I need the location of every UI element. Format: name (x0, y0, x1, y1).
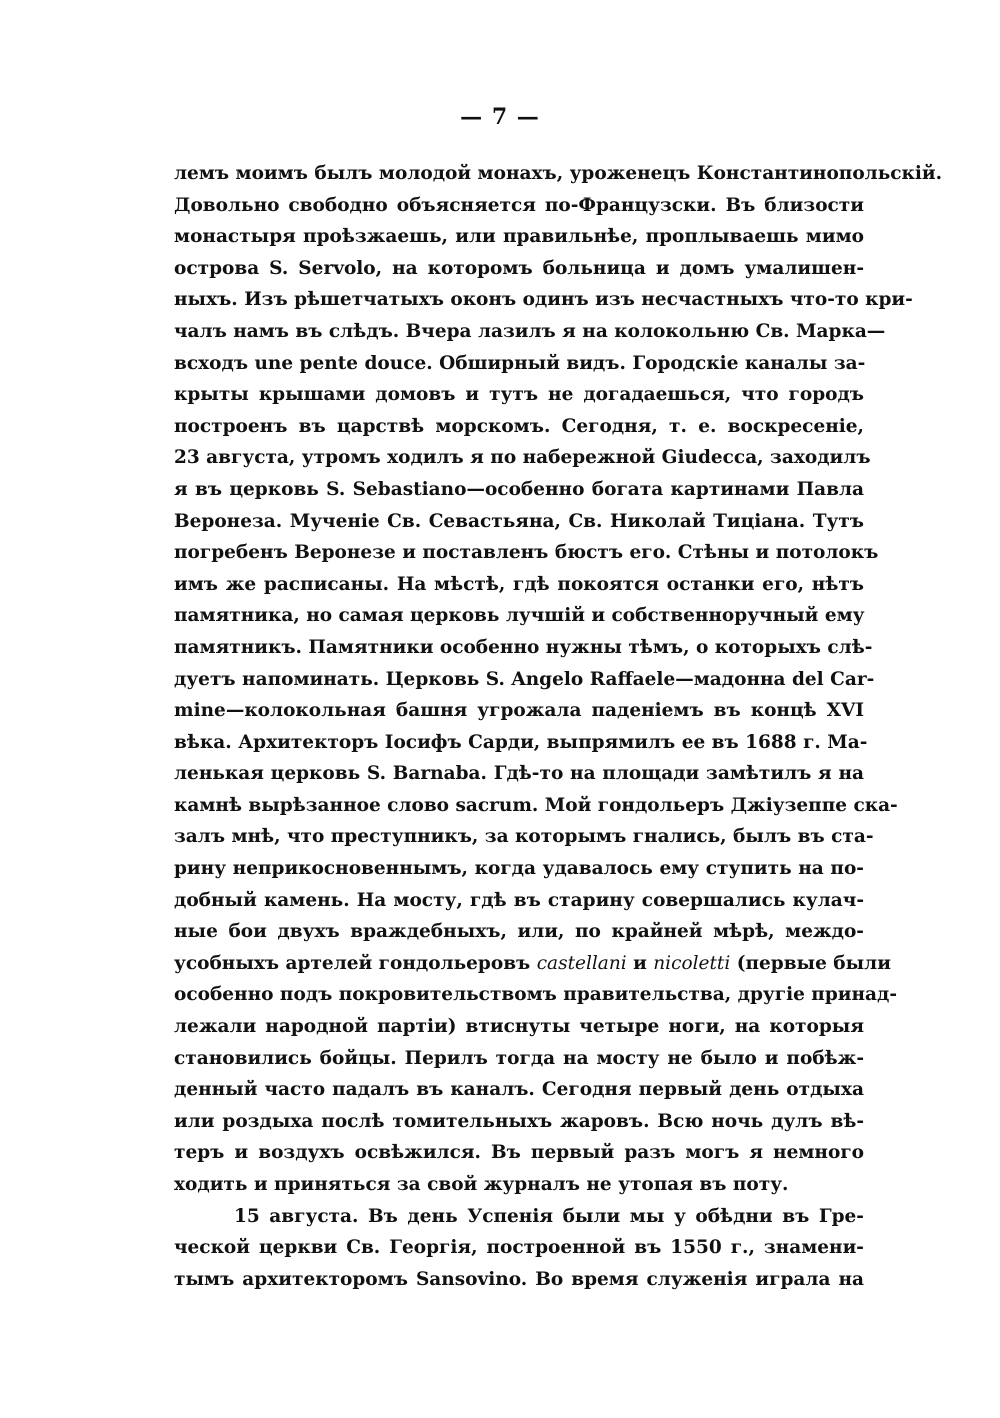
text-line: лежали народной партіи) втиснуты четыре ноги, на которыя (174, 1016, 864, 1038)
text-line: тымъ архитекторомъ Sansovino. Во время служенія играла на (174, 1268, 864, 1290)
text-line: камнѣ вырѣзанное слово sacrum. Мой гондольеръ Джіузеппе ска- (174, 794, 898, 816)
text-line: становились бойцы. Перилъ тогда на мосту не было и побѣж- (174, 1047, 864, 1069)
text-line: чалъ намъ въ слѣдъ. Вчера лазилъ я на колокольню Св. Марка— (174, 320, 886, 342)
text-line: построенъ въ царствѣ морскомъ. Сегодня, т. е. воскресеніе, (174, 415, 864, 437)
text-line: 23 августа, утромъ ходилъ я по набережной Giudecca, заходилъ (174, 447, 871, 469)
body-text (174, 158, 943, 1295)
italic-term: castellani (536, 952, 627, 974)
text-run: (первые были (730, 952, 891, 974)
text-line-mixed (174, 948, 891, 980)
text-line: я въ церковь S. Sebastiano—особенно богата картинами Павла (174, 478, 864, 500)
text-line: Довольно свободно объясняется по-Французски. Въ близости (174, 194, 864, 216)
text-run: и (626, 952, 654, 974)
text-line: Веронеза. Мученіе Св. Севастьяна, Св. Николай Тиціана. Тутъ (174, 510, 864, 532)
text-line: или роздыха послѣ томительныхъ жаровъ. Всю ночь дулъ вѣ- (174, 1110, 864, 1132)
text-line: ныхъ. Изъ рѣшетчатыхъ оконъ одинъ изъ несчастныхъ что-то кри- (174, 289, 913, 311)
text-run: усобныхъ артелей гондольеровъ (174, 952, 537, 974)
text-line: монастыря проѣзжаешь, или правильнѣе, проплываешь мимо (174, 226, 864, 248)
text-line: ческой церкви Св. Георгія, построенной въ 1550 г., знамени- (174, 1237, 864, 1259)
text-line: ные бои двухъ враждебныхъ, или, по крайней мѣрѣ, междо- (174, 921, 864, 943)
text-line: добный камень. На мосту, гдѣ въ старину совершались кулач- (174, 889, 864, 911)
text-line: острова S. Servolo, на которомъ больница и домъ умалишен- (174, 257, 864, 279)
text-line: лемъ моимъ былъ молодой монахъ, уроженецъ Константинопольскій. (174, 163, 943, 184)
text-line: ленькая церковь S. Barnaba. Гдѣ-то на площади замѣтилъ я на (174, 763, 864, 785)
italic-term: nicoletti (653, 952, 731, 974)
text-line: имъ же расписаны. На мѣстѣ, гдѣ покоятся останки его, нѣтъ (174, 573, 864, 595)
text-line: крыты крышами домовъ и тутъ не догадаешься, что городъ (174, 384, 864, 406)
text-line: залъ мнѣ, что преступникъ, за которымъ гнались, былъ въ ста- (174, 826, 874, 848)
text-line: mine—колокольная башня угрожала паденіемъ въ концѣ XVI (174, 700, 864, 722)
text-line: рину неприкосновеннымъ, когда удавалось ему ступить на по- (174, 858, 864, 880)
text-line: особенно подъ покровительствомъ правительства, другіе принад- (174, 984, 898, 1006)
page-number: — 7 — (460, 104, 540, 130)
text-line: дуетъ напоминать. Церковь S. Angelo Raffaele—мадонна del Car- (174, 668, 875, 690)
text-line: памятникъ. Памятники особенно нужны тѣмъ, о которыхъ слѣ- (174, 636, 873, 658)
text-line: теръ и воздухъ освѣжился. Въ первый разъ могъ я немного (174, 1142, 864, 1164)
text-line: денный часто падалъ въ каналъ. Сегодня первый день отдыха (174, 1079, 864, 1101)
text-line: вѣка. Архитекторъ Іосифъ Сарди, выпрямилъ ее въ 1688 г. Ма- (174, 731, 868, 753)
text-line: ходить и приняться за свой журналъ не утопая въ поту. (174, 1174, 789, 1195)
text-line: погребенъ Веронезе и поставленъ бюстъ его. Стѣны и потолокъ (174, 542, 879, 564)
text-line: всходъ une pente douce. Обширный видъ. Городскіе каналы за- (174, 352, 866, 374)
paragraph-start: 15 августа. Въ день Успенія были мы у обѣдни въ Гре- (234, 1205, 864, 1227)
text-line: памятника, но самая церковь лучшій и собственноручный ему (174, 605, 865, 627)
